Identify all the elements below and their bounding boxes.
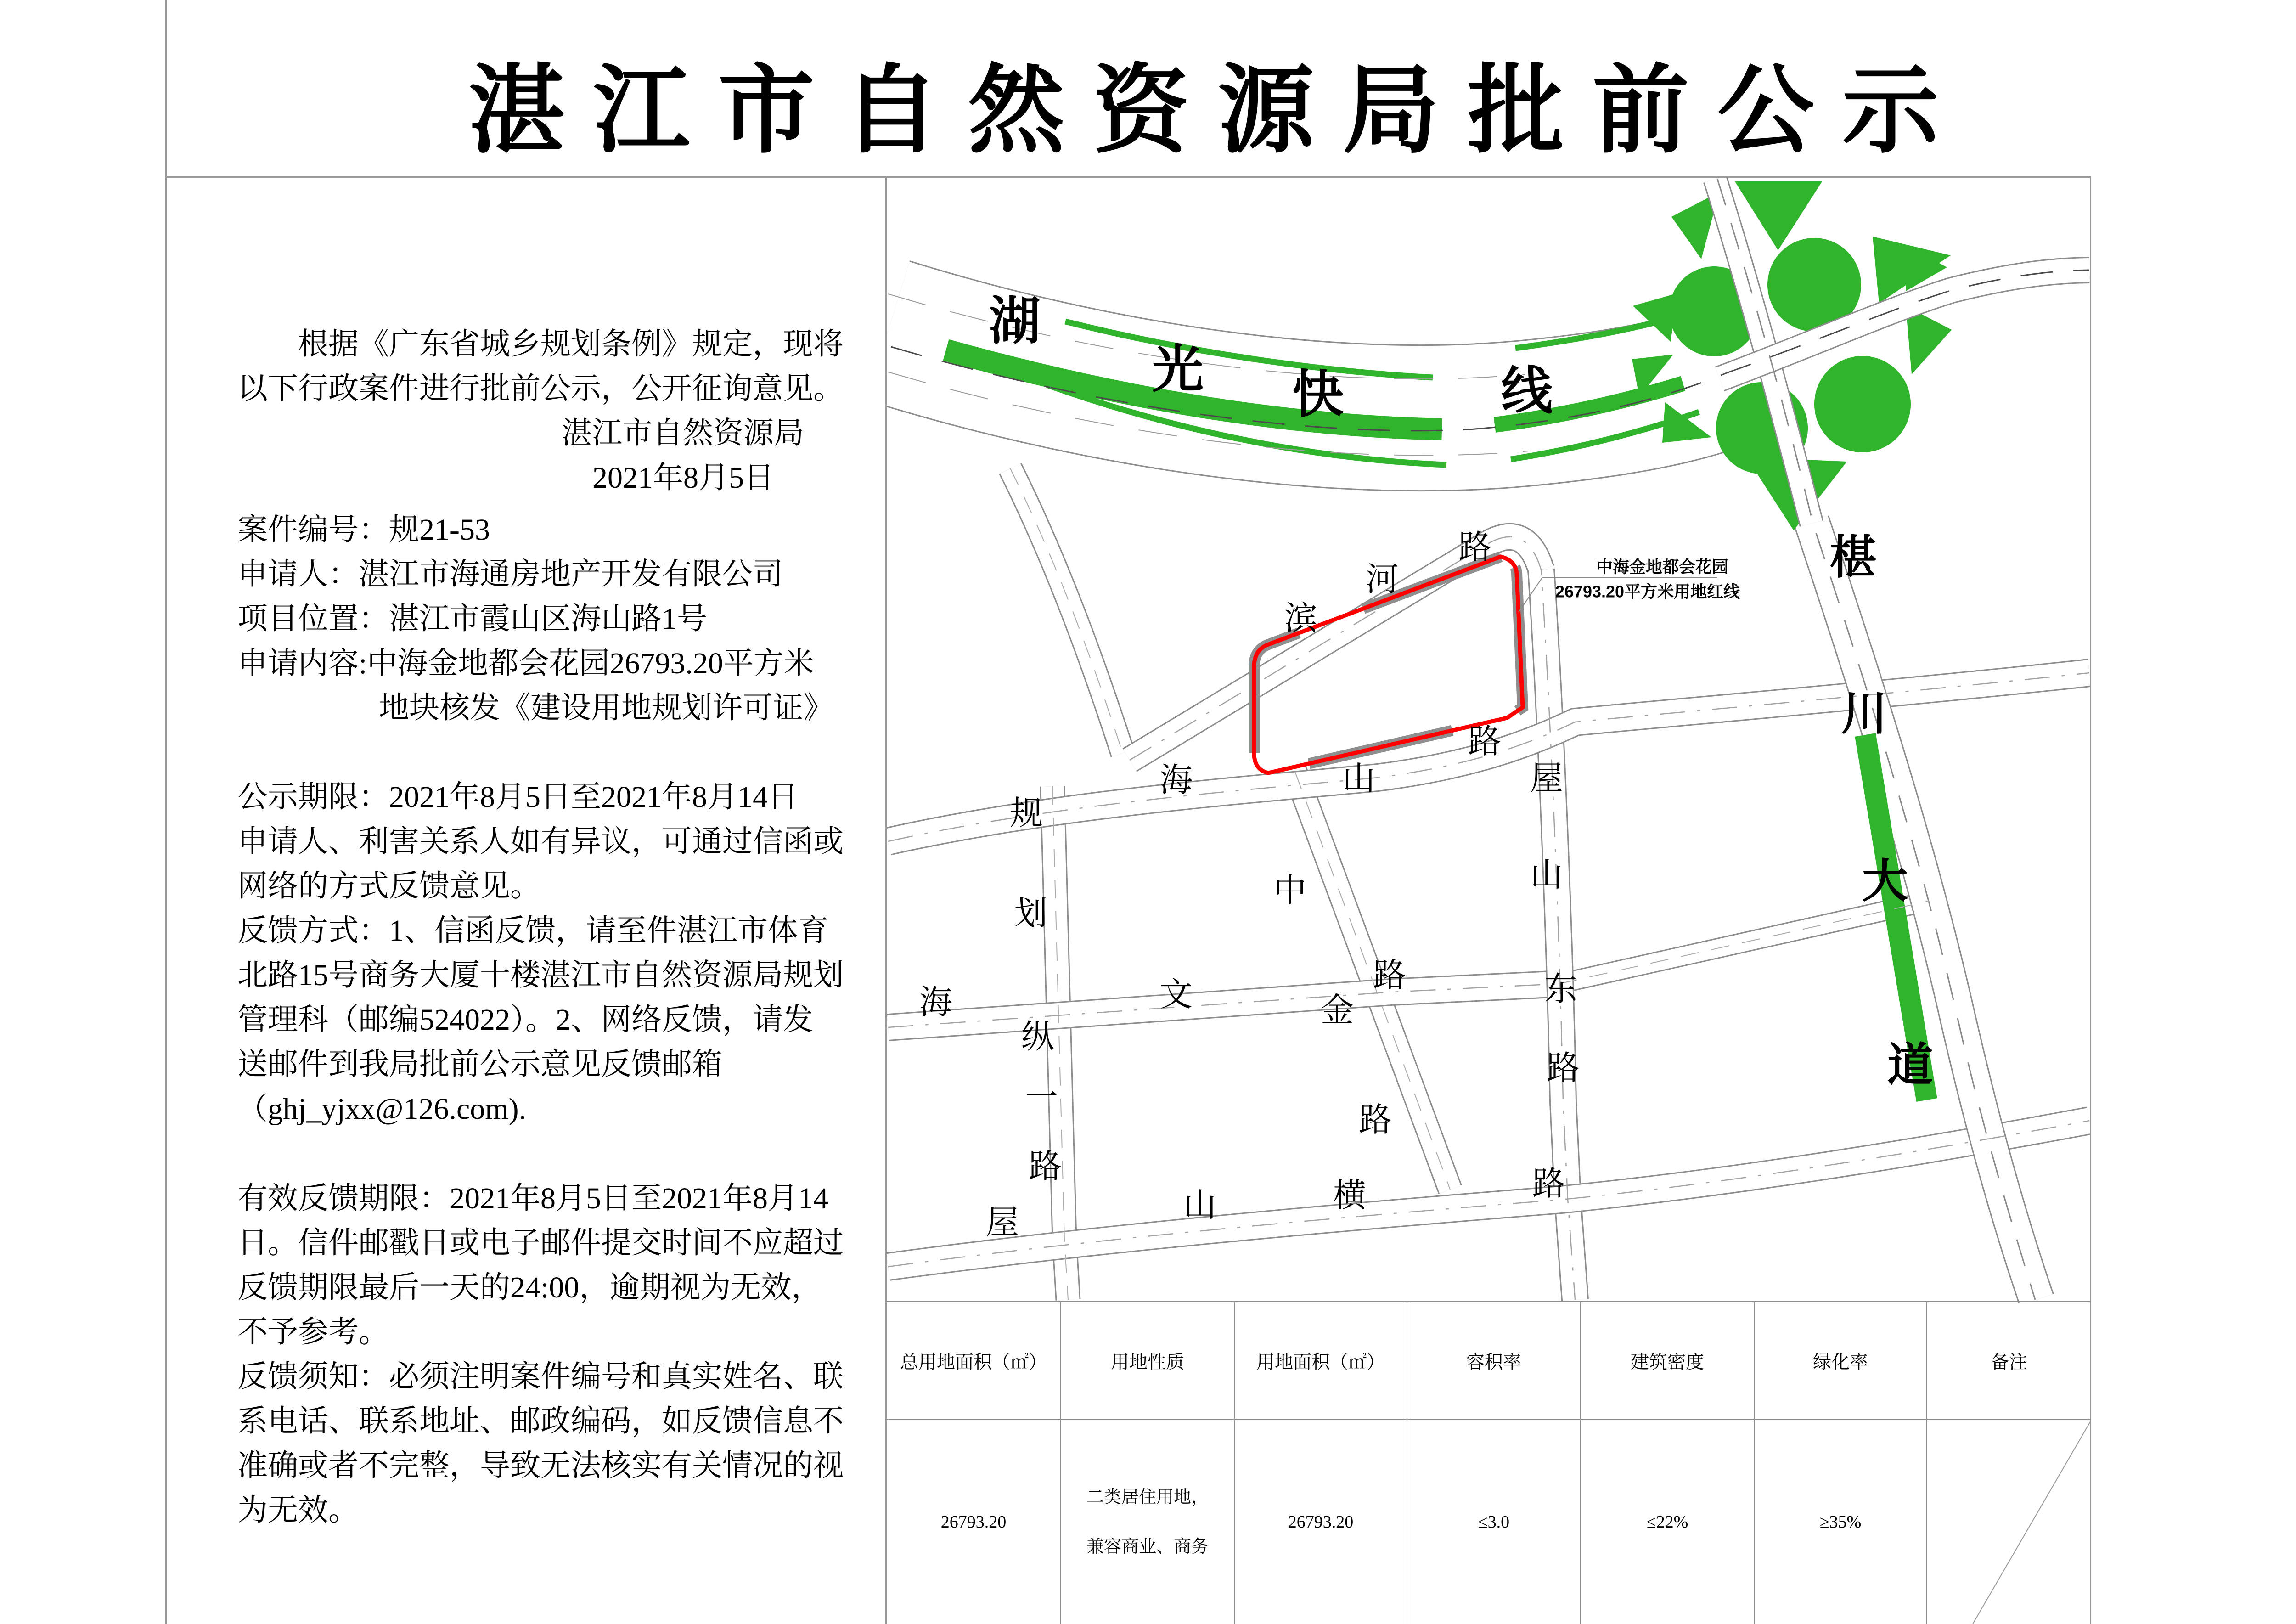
road-label-char: 道 [1887,1040,1933,1091]
road-label-char: 路 [1532,1166,1566,1202]
road-label-char: 东 [1544,971,1578,1008]
text-line: 根据《广东省城乡规划条例》规定，现将 [298,327,844,361]
road-label-char: 河 [1365,561,1399,598]
application-content-line2: 地块核发《建设用地规划许可证》 [379,691,833,725]
road-label-char: 路 [1358,1102,1392,1139]
road-label-char: 路 [1468,723,1502,760]
cell-building-density: ≤22% [1646,1512,1688,1532]
feedback-email-line: （ghj_yjxx@126.com). [237,1092,527,1126]
issuer-line: 湛江市自然资源局 [562,417,804,450]
text-line: 不予参考。 [237,1315,389,1349]
road-label-char: 山 [1183,1187,1217,1224]
road-label-char: 山 [1342,760,1376,797]
application-content-line: 申请内容:中海金地都会花园26793.20平方米 [237,647,814,680]
header-plot-ratio: 容积率 [1466,1351,1521,1372]
header-land-use: 用地性质 [1111,1351,1184,1372]
road-label-char: 路 [1546,1050,1580,1087]
applicant-line: 申请人：湛江市海通房地产开发有限公司 [237,558,783,591]
road-label-char: 椹 [1830,532,1876,583]
parcel-label-name: 中海金地都会花园 [1596,557,1729,576]
land-use-line: 二类居住用地， [1086,1488,1209,1507]
road-label-char: 中 [1273,872,1307,909]
text-line: 公示期限：2021年8月5日至2021年8月14日 [237,780,798,814]
road-label-char: 路 [1458,529,1492,566]
road-label-char: 大 [1862,856,1908,907]
road-label-char: 金 [1320,992,1354,1029]
road-label-char: 屋 [1530,760,1564,797]
road-label-char: 路 [1373,957,1407,994]
road-label-char: 线 [1501,363,1553,420]
cell-total-area: 26793.20 [940,1512,1007,1532]
header-building-density: 建筑密度 [1631,1351,1704,1372]
road-label-char: 湖 [989,293,1041,350]
title-underline [165,176,2091,178]
road-label-char: 一 [1024,1079,1058,1116]
cell-area: 26793.20 [1288,1512,1354,1532]
cell-plot-ratio: ≤3.0 [1478,1512,1510,1532]
text-line: 反馈方式：1、信函反馈，请至件湛江市体育 [237,914,828,947]
text-line: 为无效。 [237,1494,359,1527]
text-line: 反馈须知：必须注明案件编号和真实姓名、联 [237,1360,844,1393]
text-line: 管理科（邮编524022）。2、网络反馈，请发 [237,1003,813,1037]
land-use-line: 兼容商业、商务 [1086,1537,1209,1556]
publicity-period-paragraph [237,775,880,1131]
page-title: 湛江市自然资源局批前公示 [468,58,1968,165]
map-roads [888,331,2089,1300]
text-line: 准确或者不完整，导致无法核实有关情况的视 [237,1449,844,1483]
text-line: 日。信件邮戳日或电子邮件提交时间不应超过 [237,1226,844,1260]
text-line: 北路15号商务大厦十楼湛江市自然资源局规划 [237,959,844,992]
road-label-char: 滨 [1284,600,1318,637]
left-margin-rule [165,0,167,1624]
road-label-char: 横 [1333,1177,1367,1214]
text-line: 送邮件到我局批前公示意见反馈邮箱 [237,1048,722,1081]
date-line: 2021年8月5日 [592,461,774,495]
project-location-line: 项目位置：湛江市霞山区海山路1号 [237,602,707,636]
road-label-char: 路 [1028,1148,1062,1185]
text-line: 反馈期限最后一天的24:00，逾期视为无效， [237,1271,822,1304]
road-label-char: 川 [1841,688,1887,739]
text-line: 系电话、联系地址、邮政编码，如反馈信息不 [237,1404,844,1438]
intro-paragraph [237,322,880,500]
road-label-char: 屋 [985,1204,1019,1241]
road-label-char: 快 [1292,367,1344,424]
cell-land-use [1061,1420,1234,1624]
parcel-label-area: 26793.20平方米用地红线 [1555,582,1740,601]
header-total-area: 总用地面积（㎡） [900,1351,1047,1372]
road-label-char: 山 [1530,857,1564,893]
text-line: 有效反馈期限：2021年8月5日至2021年8月14 [237,1182,828,1215]
remark-diagonal-line [1927,1420,2091,1624]
road-label-char: 海 [919,984,953,1021]
road-label-char: 规 [1009,795,1043,832]
road-label-char: 文 [1159,976,1193,1013]
road-label-char: 纵 [1021,1019,1055,1055]
feedback-rules-paragraph [237,1176,880,1533]
header-area: 用地面积（㎡） [1256,1351,1385,1372]
road-label-char: 划 [1014,895,1048,932]
road-label-char: 海 [1159,762,1193,799]
text-line: 申请人、利害关系人如有异议，可通过信函或 [237,825,844,858]
cell-green-rate: ≥35% [1819,1512,1862,1532]
text-line: 以下行政案件进行批前公示，公开征询意见。 [237,372,844,406]
road-label-char: 光 [1152,341,1204,399]
case-number-line: 案件编号：规21-53 [237,513,490,547]
text-line: 网络的方式反馈意见。 [237,869,540,903]
case-info-paragraph [237,508,880,730]
header-green-rate: 绿化率 [1813,1351,1868,1372]
header-remark: 备注 [1991,1351,2027,1372]
